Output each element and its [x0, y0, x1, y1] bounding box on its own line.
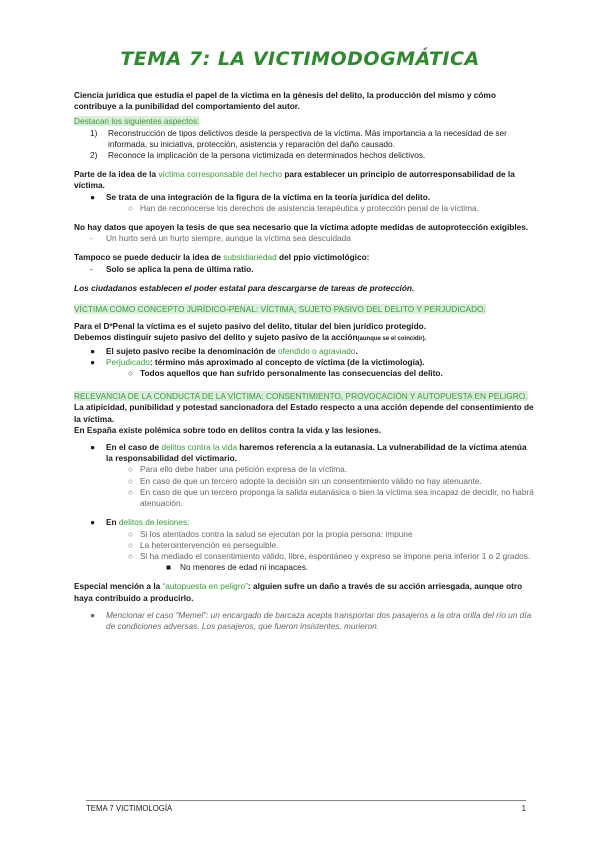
- vida-sublist: [74, 464, 534, 509]
- section2-p2: En España existe polémica sobre todo en delitos contra la vida y las lesiones.: [74, 424, 382, 435]
- list-item: - Un hurto será un hurto siempre, aunque la víctima sea descuidada: [90, 233, 351, 244]
- citizens-paragraph: Los ciudadanos establecen el poder estatal para descargarse de tareas de protección.: [74, 282, 415, 293]
- list-item: ○ La heterointervención es perseguible.: [128, 539, 279, 550]
- list-item: ● Mencionar el caso “Memel”: un encargado de barcaza acepta transportar dos pasajeros a la otra orilla del río un día de condiciones adversas. Los pasajeros, que fueron insistentes, murieron.: [90, 609, 532, 631]
- document-body: [74, 90, 534, 632]
- list-item: ● Perjudicado: término más aproximado al concepto de víctima (de la victimología).: [90, 356, 425, 367]
- section2-p1: La atipicidad, punibilidad y potestad sancionadora del Estado respecto a una acción depende del consentimiento de la víctima.: [74, 402, 534, 424]
- aspects-list: [74, 128, 534, 162]
- list-item: ○ En caso de que un tercero proponga la salida eutanásica o bien la víctima sea incapaz de decidir, no habrá atenuación.: [128, 486, 534, 509]
- list-item: ○ Si los atentados contra la salud se ejecutan por la propia persona: impune: [128, 528, 413, 539]
- page-number: 1: [521, 804, 526, 813]
- list-item: ● Se trata de una integración de la figura de la víctima en la teoría jurídica del delito.: [90, 191, 431, 202]
- section1-p2: Debemos distinguir sujeto pasivo del delito y sujeto pasivo de la acción(aunque se el coincidir).: [74, 332, 427, 343]
- list-item: ○ Han de reconocerse los derechos de asistencia terapéutica y protección penal de la víctima.: [128, 202, 479, 213]
- section1-p1: Para el DºPenal la víctima es el sujeto pasivo del delito, titular del bien jurídico protegido.: [74, 321, 427, 332]
- footer-title: TEMA 7 VICTIMOLOGÍA: [86, 804, 173, 813]
- list-item: 1) Reconstrucción de tipos delictivos desde la perspectiva de la víctima. Más importancia a la necesidad de ser informada, su iniciativa, protección, asistencia y reparación del daño causado.: [90, 127, 507, 149]
- list-item: ■ No menores de edad ni incapaces.: [166, 562, 309, 573]
- intro-paragraph: Ciencia jurídica que estudia el papel de la víctima en la génesis del delito, la producción del mismo y cómo contribuye a la punibilidad del comportamiento del autor.: [74, 90, 496, 112]
- section-heading-1: VÍCTIMA COMO CONCEPTO JURÍDICO-PENAL: VÍCTIMA, SUJETO PASIVO DEL DELITO Y PERJUDICADO.: [74, 304, 486, 315]
- list-item: - Solo se aplica la pena de última ratio.: [90, 263, 254, 274]
- page-title: TEMA 7: LA VICTIMODOGMÁTICA: [120, 48, 480, 70]
- list-item: 2) Reconoce la implicación de la persona victimizada en determinados hechos delictivos.: [90, 150, 426, 161]
- lesiones-sublist: [74, 529, 534, 563]
- corresp-paragraph: Parte de la idea de la víctima corresponsable del hecho para establecer un principio de autorresponsabilidad de la víctima.: [74, 169, 515, 191]
- page-footer: [86, 800, 526, 813]
- autopuesta-paragraph: Especial mención a la “autopuesta en peligro”: alguien sufre un daño a través de su acción arriesgada, aunque otro haya contribuido a producirlo.: [74, 581, 523, 603]
- list-item: ● En delitos de lesiones:: [90, 517, 190, 528]
- list-item: ● El sujeto pasivo recibe la denominación de ofendido o agraviado.: [90, 345, 358, 356]
- list-item: ○ Para ello debe haber una petición expresa de la víctima.: [128, 464, 348, 475]
- list-item: ○ En caso de que un tercero adopte la decisión sin un consentimiento válido no hay atenuante.: [128, 475, 482, 486]
- list-item: ● En el caso de delitos contra la vida haremos referencia a la eutanasia. La vulnerabilidad de la víctima atenúa la responsabilidad del victimario.: [90, 442, 527, 464]
- aspects-heading: Destacan los siguientes aspectos:: [74, 116, 200, 127]
- nodata-paragraph: No hay datos que apoyen la tesis de que sea necesario que la víctima adopte medidas de autoprotección exigibles.: [74, 222, 529, 233]
- list-item: ○ Todos aquellos que han sufrido personalmente las consecuencias del delito.: [128, 368, 443, 379]
- section-heading-2: RELEVANCIA DE LA CONDUCTA DE LA VÍCTIMA: CONSENTIMIENTO, PROVOCACIÓN Y AUTOPUESTA EN PELIGRO.: [74, 391, 528, 402]
- list-item: ○ Si ha mediado el consentimiento válido, libre, espontáneo y expreso se impone pena inferior 1 o 2 grados.: [128, 550, 531, 561]
- subsid-paragraph: Tampoco se puede deducir la idea de subsidiariedad del ppio victimológico:: [74, 252, 370, 263]
